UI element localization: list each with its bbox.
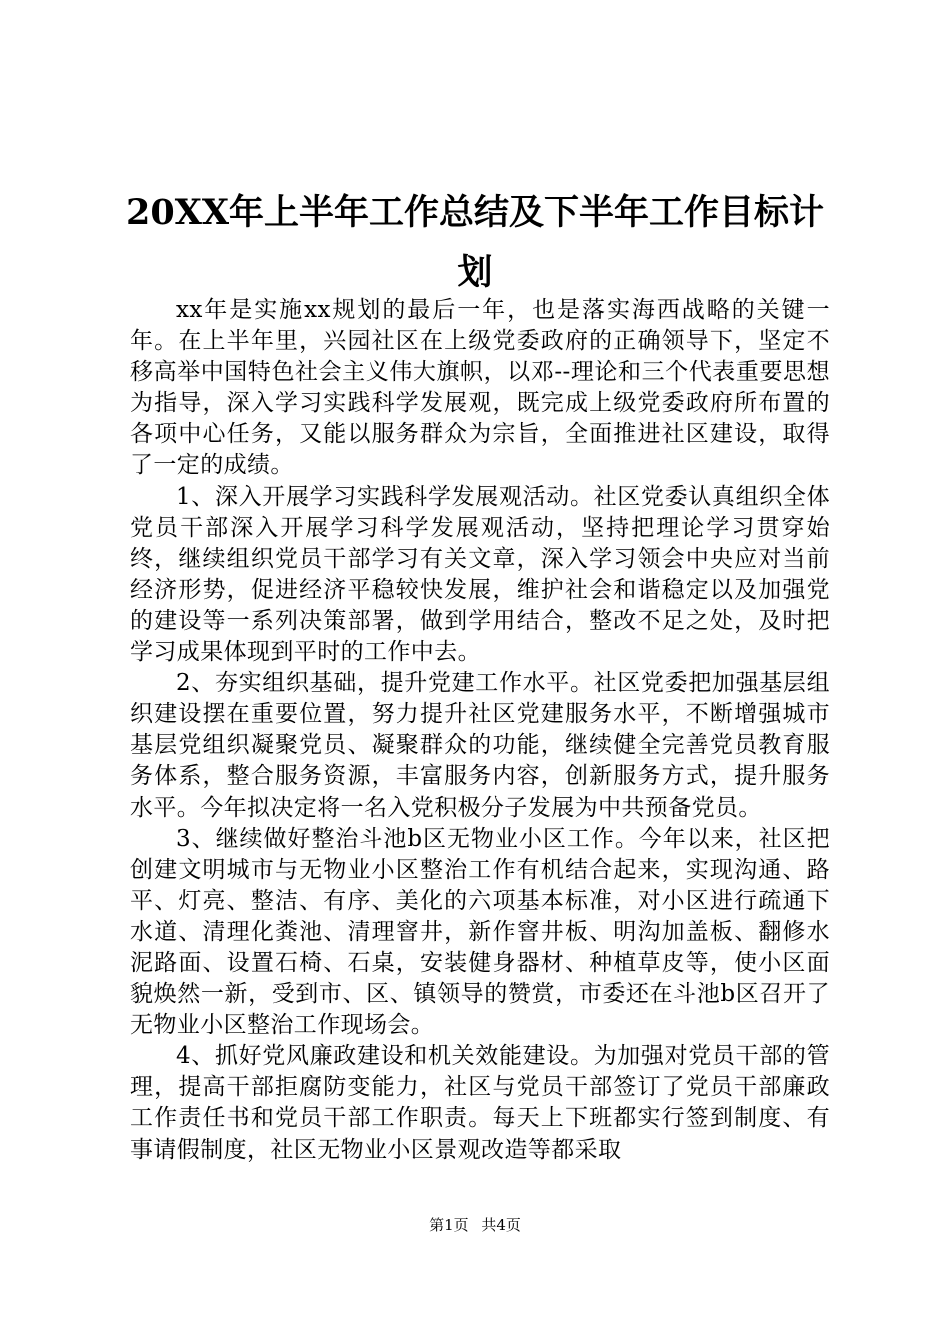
paragraph-item-1: 1、深入开展学习实践科学发展观活动。社区党委认真组织全体党员干部深入开展学习科学发展观活动，坚持把理论学习贯穿始终，继续组织党员干部学习有关文章，深入学习领会中央应对当前经济形势，促进经济平稳较快发展，维护社会和谐稳定以及加强党的建设等一系列决策部署，做到学用结合，整改不足之处，及时把学习成果体现到平时的工作中去。	[130, 483, 830, 666]
page-total: 共4页	[481, 1216, 521, 1234]
paragraph-item-4: 4、抓好党风廉政建设和机关效能建设。为加强对党员干部的管理，提高干部拒腐防变能力，社区与党员干部签订了党员干部廉政工作责任书和党员干部工作职责。每天上下班都实行签到制度、有事请假制度，社区无物业小区景观改造等都采取	[130, 1043, 830, 1163]
document-title: 20XX年上半年工作总结及下半年工作目标计划	[125, 192, 825, 293]
document-body	[130, 295, 830, 1166]
paragraph-item-3: 3、继续做好整治斗池b区无物业小区工作。今年以来，社区把创建文明城市与无物业小区整治工作有机结合起来，实现沟通、路平、灯亮、整洁、有序、美化的六项基本标准，对小区进行疏通下水道、清理化粪池、清理窨井，新作窨井板、明沟加盖板、翻修水泥路面、设置石椅、石桌，安装健身器材、种植草皮等，使小区面貌焕然一新，受到市、区、镇领导的赞赏，市委还在斗池b区召开了无物业小区整治工作现场会。	[130, 825, 830, 1039]
page-footer	[0, 1215, 950, 1235]
paragraph-item-2: 2、夯实组织基础，提升党建工作水平。社区党委把加强基层组织建设摆在重要位置，努力提升社区党建服务水平，不断增强城市基层党组织凝聚党员、凝聚群众的功能，继续健全完善党员教育服务体系，整合服务资源，丰富服务内容，创新服务方式，提升服务水平。今年拟决定将一名入党积极分子发展为中共预备党员。	[130, 670, 830, 821]
paragraph-intro: xx年是实施xx规划的最后一年，也是落实海西战略的关键一年。在上半年里，兴园社区在上级党委政府的正确领导下，坚定不移高举中国特色社会主义伟大旗帜，以邓--理论和三个代表重要思想为指导，深入学习实践科学发展观，既完成上级党委政府所布置的各项中心任务，又能以服务群众为宗旨，全面推进社区建设，取得了一定的成绩。	[130, 297, 830, 479]
page-number: 第1页	[429, 1216, 469, 1234]
